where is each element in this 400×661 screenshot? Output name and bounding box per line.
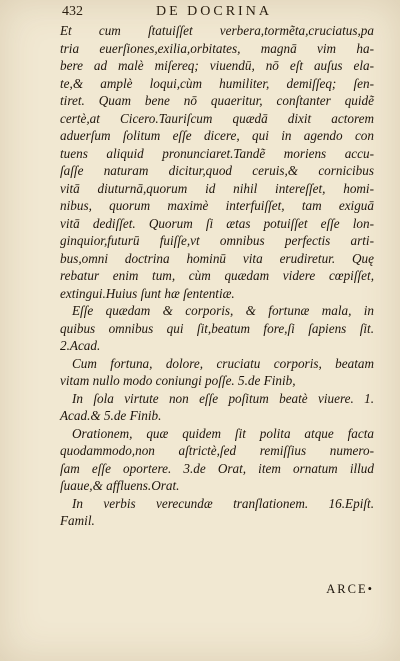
text-line: ginquior,futurū fuiſſe,vt omnibus perfectis arti- xyxy=(60,233,374,248)
text-line: quodammodo,non aſtrictè,ſed remiſſius numero- xyxy=(60,443,374,458)
text-line: Eſſe quædam & corporis, & fortunæ mala, in xyxy=(72,303,374,318)
text-line: tiret. Quam bene nō quaeritur, conſtanter quidẽ xyxy=(60,93,374,108)
paragraph xyxy=(60,302,374,355)
text-line: aduerſum ſolitum eſſe dicere, qui in agendo con xyxy=(60,128,374,143)
paragraph xyxy=(60,355,374,390)
text-line: vitam nullo modo coniungi poſſe. 5.de Finib, xyxy=(60,373,296,388)
text-line: certè,at Cicero.Tauriſcum quædā dixit actorem xyxy=(60,110,374,126)
text-line: vitā diuturnā,quorum id nihil intereſſet, homi- xyxy=(60,180,374,196)
text-line: Et cum ſtatuiſſet verbera,tormẽta,cruciatus,pa xyxy=(60,23,374,38)
text-line: vitā dediſſet. Quorum ſi ætas potuiſſet eſſe lon- xyxy=(60,215,374,231)
text-line: ſaſſe naturam dicitur,quod ceruis,& cornicibus xyxy=(60,163,374,178)
text-line: bere ad malè miſereq; viuendū, nō eſt auſus ela- xyxy=(60,58,374,73)
paragraph xyxy=(60,425,374,495)
text-line: tria euerſiones,exilia,orbitates, magnā vim ha- xyxy=(60,40,374,56)
text-line: nibus, quorum maximè interfuiſſet, tam exiguā xyxy=(60,198,374,213)
running-title: DE DOCRINA xyxy=(156,4,272,19)
text-line: Cum fortuna, dolore, cruciatu corporis, beatam xyxy=(72,355,374,371)
text-line: In ſola virtute non eſſe poſitum beatè viuere. 1. xyxy=(72,390,374,406)
text-line: quibus omnibus qui ſit,beatum fore,ſi ſapiens ſit. xyxy=(60,320,374,336)
text-line: ſam eſſe oportere. 3.de Orat, item ornatum illud xyxy=(60,460,374,476)
text-line: tuens aliquid pronunciaret.Tandẽ moriens accu- xyxy=(60,145,374,161)
page-header xyxy=(56,4,380,22)
text-line: Acad.& 5.de Finib. xyxy=(60,408,162,423)
text-line: bus,omni doctrina hominū vita erudiretur. Quę xyxy=(60,250,374,266)
page-number: 432 xyxy=(62,4,83,19)
text-line: 2.Acad. xyxy=(60,338,101,353)
text-line: In verbis verecundæ tranſlationem. 16.Epiſt. xyxy=(72,495,374,511)
main-text xyxy=(60,22,374,530)
text-line: te,& amplè loqui,cùm humiliter, demiſſeq; ſen- xyxy=(60,75,374,91)
text-line: Orationem, quæ quidem ſit polita atque facta xyxy=(72,425,374,441)
paragraph xyxy=(60,495,374,530)
paragraph xyxy=(60,22,374,302)
text-line: Famil. xyxy=(60,513,95,528)
text-line: extingui.Huius ſunt hæ ſententiæ. xyxy=(60,285,235,301)
text-line: rebatur enim tum, cùm quædam videre cœpiſſet, xyxy=(60,268,374,283)
text-line: ſuaue,& affluens.Orat. xyxy=(60,478,180,493)
paragraph xyxy=(60,390,374,425)
catchword: ARCE• xyxy=(326,582,374,596)
